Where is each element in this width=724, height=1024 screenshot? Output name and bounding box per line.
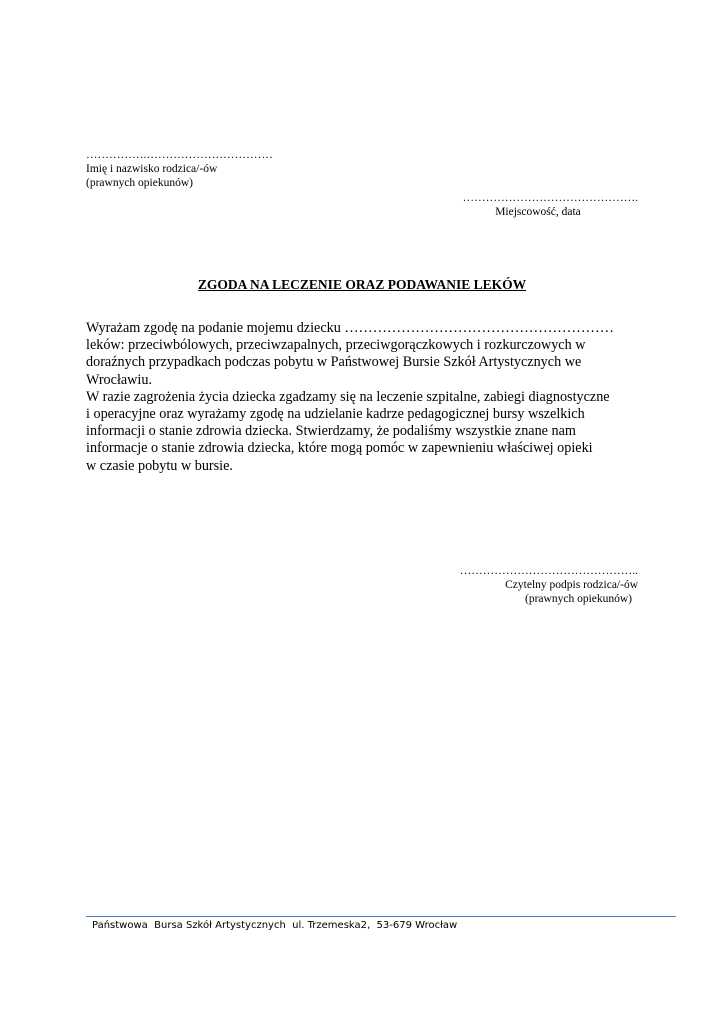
consent-body [86,320,646,475]
body-line: informacji o stanie zdrowia dziecka. Stwierdzamy, że podaliśmy wszystkie znane nam [86,423,576,440]
body-line: W razie zagrożenia życia dziecka zgadzamy się na leczenie szpitalne, zabiegi diagnostyczne [86,388,610,405]
signature-block [378,564,638,606]
body-line: w czasie pobytu w bursie. [86,457,233,474]
place-date-block [378,191,638,219]
place-date-dots[interactable]: ………………………………………. [462,192,638,204]
body-line: doraźnych przypadkach podczas pobytu w Państwowej Bursie Szkół Artystycznych we [86,354,582,371]
place-date-label: Miejscowość, data [495,206,581,218]
document-title: ZGODA NA LECZENIE ORAZ PODAWANIE LEKÓW [197,277,527,292]
body-line: leków: przeciwbólowych, przeciwzapalnych, przeciwgorączkowych i rozkurczowych w [86,337,586,354]
signature-label: Czytelny podpis rodzica/-ów [505,579,638,591]
signature-sublabel: (prawnych opiekunów) [525,593,632,605]
body-line: Wyrażam zgodę na podanie mojemu dziecku ………………………………………………… [86,320,614,336]
footer-divider [86,916,676,917]
parent-name-sublabel: (prawnych opiekunów) [86,177,193,189]
body-line: i operacyjne oraz wyrażamy zgodę na udzielanie kadrze pedagogicznej bursy wszelkich [86,406,585,423]
parent-name-block [86,148,273,190]
body-line: informacje o stanie zdrowia dziecka, które mogą pomóc w zapewnieniu właściwej opieki [86,440,593,457]
body-line: Wrocławiu. [86,371,153,388]
parent-name-label: Imię i nazwisko rodzica/-ów [86,163,218,175]
signature-dots[interactable]: ……………………………………….. [459,565,638,577]
footer-address: Państwowa Bursa Szkół Artystycznych ul. Trzemeska2, 53-679 Wrocław [92,920,458,931]
parent-name-dots[interactable]: …………….…………………………… [86,149,273,161]
